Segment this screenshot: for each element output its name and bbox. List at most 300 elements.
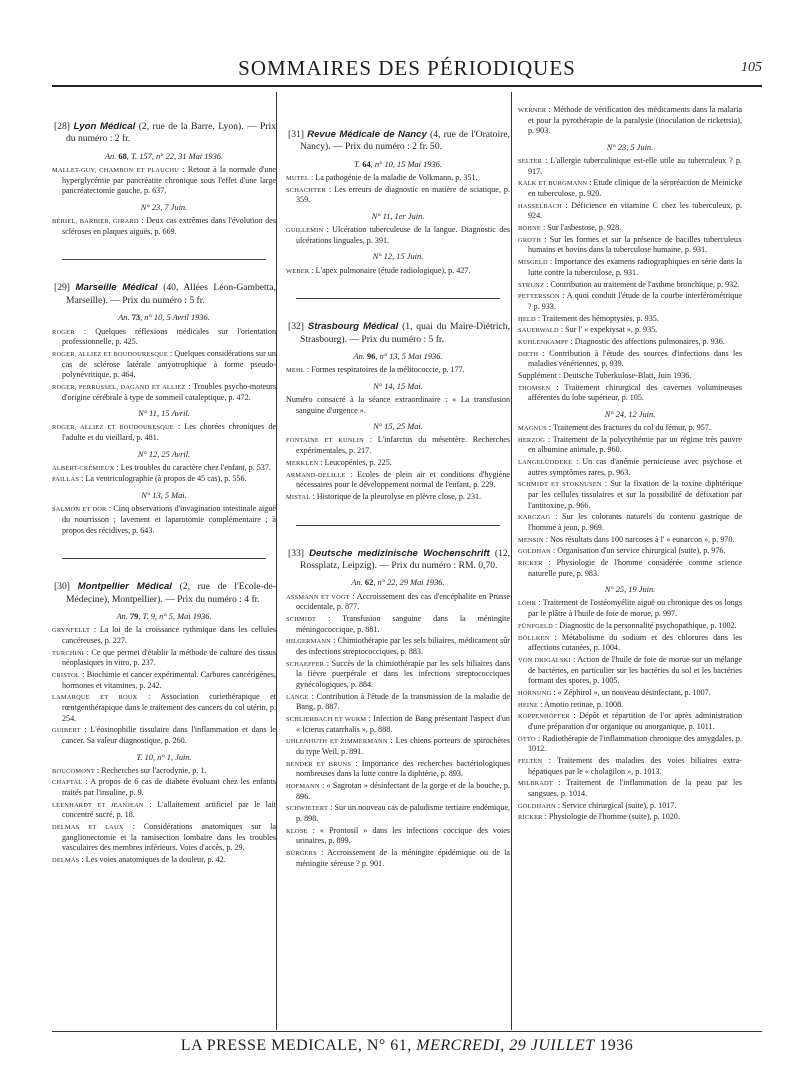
issue-label: N° 25, 19 Juin.: [604, 585, 656, 595]
article-title: : « Sagrotan » désinfectant de la gorge et de la bouche, p. 896.: [296, 780, 510, 801]
article-entry: [518, 621, 742, 632]
issue-heading: [52, 202, 276, 213]
issue-heading: [286, 421, 510, 432]
article-title: : Dépôt et répartition de l'or après administration d'une préparation d'or organique ou anorganique, p. 1011.: [528, 711, 742, 731]
article-authors: ALBERT-CRÉMIEUX: [52, 464, 115, 472]
journal-title: Revue Médicale de Nancy: [307, 129, 427, 140]
article-title: : Sur les formes et sur la présence de bacilles tuberculeux humains et bovins dans la tuberculose humaine, p. 931.: [528, 234, 742, 255]
article-entry: [518, 156, 742, 177]
article-authors: KLOSE: [286, 827, 308, 835]
article-title: : Les troubles du caractère chez l'enfant, p. 537.: [114, 462, 271, 472]
article-entry: [52, 382, 276, 403]
page-footer: [52, 1037, 762, 1055]
article-authors: DÖLLKEN: [518, 634, 550, 642]
article-authors: MERKLEN: [286, 459, 319, 467]
journal-info: (2, rue de l'Ecole-de-Médecine), Montpellier). — Prix du numéro : 4 fr.: [66, 581, 276, 605]
issue-label: T.: [354, 159, 361, 169]
issue-label: N° 23, 5 Juin.: [606, 143, 654, 153]
article-title: : « Prontosil » dans les infections coccique des voies urinaires, p. 899.: [296, 825, 510, 846]
article-entry: [518, 633, 742, 654]
article-title: : Etude clinique de la séroréaction de Meinicke en tuberculose, p. 920.: [528, 178, 742, 199]
issue-heading: [52, 408, 276, 419]
section-rule: [62, 558, 266, 559]
issue-heading: [518, 584, 742, 595]
article-authors: LANGELÜDDEKE: [518, 459, 573, 466]
issue-heading: [286, 159, 510, 170]
footer-date: 29 JUILLET: [509, 1037, 595, 1054]
article-title: Supplément : Deutsche Tuberkulose-Blatt, Juin 1936.: [518, 370, 692, 380]
article-title: : Physiologie de l'homme (suite), p. 1020.: [542, 812, 680, 822]
article-entry: [52, 463, 276, 474]
article-authors: BENDER ET BRUNS: [286, 760, 352, 768]
article-title: : Formes respiratoires de la mélitococcie, p. 177.: [304, 365, 465, 375]
article-title: : Diagnostic de la personnalité psychopathique, p. 1002.: [552, 620, 737, 630]
article-title: : Métabolisme du sodium et des chlorures dans les affections cutanées, p. 1004.: [528, 632, 742, 653]
article-authors: KUHLENKAMPF: [518, 338, 569, 346]
article-entry: [518, 325, 742, 336]
article-title: : Historique de la pleurolyse en plèvre close, p. 231.: [310, 491, 482, 501]
issue-year: 64: [362, 159, 371, 169]
issue-heading: [52, 151, 276, 162]
article-title: : Considérations anatomiques sur la ganglionectomie et la ramisection lombaire dans les troubles vasculaires des membres inférieurs. Voies d'accès, p. 29.: [62, 822, 276, 853]
page-title: SOMMAIRES DES PÉRIODIQUES: [238, 56, 576, 80]
article-authors: MUTEL: [286, 175, 310, 183]
article-authors: WERNER: [518, 107, 547, 114]
issue-label: An.: [116, 612, 128, 622]
article-title: : Traitement des fractures du col du fémur, p. 957.: [546, 422, 711, 432]
article-title: : Amotio retinae, p. 1008.: [538, 699, 624, 709]
article-title: : Les voies anatomiques de la douleur, p. 42.: [79, 855, 226, 865]
article-authors: GOLDHAHN: [518, 802, 556, 810]
article-title: : Accroissement des cas d'encéphalite en Prusse occidentale, p. 877.: [296, 591, 510, 612]
article-authors: KARCZAG: [518, 514, 551, 522]
article-authors: SCHWIETERT: [286, 805, 329, 813]
article-authors: FÜNFGELD: [518, 622, 553, 630]
issue-heading: [286, 351, 510, 362]
article-authors: BOHNE: [518, 225, 542, 233]
article-title: : Ulcération tuberculeuse de la langue. Diagnostic des ulcérations linguales, p. 391.: [296, 225, 510, 245]
article-title: : Retour à la normale d'une hyperglycémie par pancréatite chronique sous l'effet d'une large pancréatectomie gauche, p. 637.: [62, 165, 277, 196]
issue-heading: [52, 449, 276, 460]
article-entry: [286, 614, 510, 635]
issue-heading: [286, 577, 510, 588]
article-entry: [286, 458, 510, 469]
article-entry: [52, 855, 276, 866]
article-authors: HOFMANN: [286, 782, 320, 790]
article-entry: [518, 223, 742, 234]
article-authors: UHLENHUTH ET ZIMMERMANN: [286, 738, 388, 746]
article-entry: [518, 801, 742, 812]
issue-label: N° 23, 7 Juin.: [140, 203, 188, 213]
article-authors: SALMON ET DOR: [52, 506, 107, 514]
issue-label: An.: [351, 578, 363, 588]
journal-section: [286, 321, 510, 502]
article-title: : Cinq observations d'invagination intestinale aiguë du nourrisson ; lavement et laparotomie complémentaire ; à propos des récidives, p. 643.: [62, 504, 276, 535]
article-entry: [52, 648, 276, 669]
article-title: Numéro consacré à la séance extraordinaire : « La transfusion sanguine d'urgence ».: [286, 395, 510, 415]
section-rule: [296, 298, 500, 299]
article-title: : Chimiothérapie par les sels biliaires, médicament sûr des infections streptococciques, p. 883.: [296, 636, 510, 656]
journal-heading: [52, 121, 276, 146]
article-entry: [52, 822, 276, 854]
issue-label: An.: [118, 313, 130, 323]
article-authors: LEENHARDT ET JEANJEAN: [52, 801, 144, 809]
article-entry: [52, 349, 276, 381]
journal-heading: [286, 321, 510, 346]
journal-heading: [52, 282, 276, 307]
footer-journal: LA PRESSE MEDICALE, N° 61,: [180, 1037, 412, 1054]
article-title: : Leucopénies, p. 225.: [318, 457, 392, 467]
article-entry: [518, 291, 742, 312]
journal-info: (2, rue de la Barre, Lyon). — Prix du numéro : 2 fr.: [66, 121, 276, 145]
article-title: : Traitement de la polycythémie par un régime très pauvre en albumine animale, p. 960.: [528, 434, 742, 455]
article-authors: LÖHR: [518, 600, 537, 608]
article-authors: ARMAND-DELILLE: [286, 471, 346, 479]
article-title: : Deux cas extrêmes dans l'évolution des scléroses en plaques aiguës, p. 669.: [62, 216, 276, 236]
issue-label: An.: [353, 352, 365, 362]
journal-section: [286, 129, 510, 276]
article-title: : L'apex pulmonaire (étude radiologique), p. 427.: [309, 265, 471, 275]
article-authors: DIETH: [518, 350, 539, 358]
issue-heading: [286, 211, 510, 222]
article-entry: [518, 711, 742, 732]
issue-label: N° 13, 5 Mai.: [141, 491, 187, 501]
article-authors: MALLET-GUY, CHAMBON ET PLAUCHU: [52, 167, 180, 175]
article-entry: [518, 812, 742, 823]
journal-number: [31]: [288, 129, 304, 140]
article-title: : Sur les colorants naturels du contenu gastrique de l'homme à jeun, p. 969.: [528, 512, 742, 533]
article-title: : Un cas d'anémie pernicieuse avec psychose et autres symptômes rares, p. 963.: [528, 457, 742, 477]
article-title: : Déficience en vitamine C chez les tuberculeux, p. 924.: [528, 200, 742, 221]
article-title: : La ventriculographie (à propos de 45 cas), p. 556.: [79, 474, 247, 484]
article-entry: [52, 504, 276, 536]
journal-info: (12, Rossplatz, Leipzig). — Prix du numéro : RM. 0,70.: [300, 547, 511, 571]
article-entry: [518, 314, 742, 325]
article-title: : Ce que permet d'établir la méthode de culture des tissus néoplasiques in vitro, p. 237.: [62, 647, 276, 668]
article-title: : Succès de la chimiothérapie par les sels biliaires dans la fièvre puerpérale et dans les infections streptococciques gynécologiques, p. 884.: [296, 658, 510, 689]
article-title: : Importance des examens radiographiques en série dans la lutte contre la tuberculose, p. 931.: [528, 257, 742, 277]
article-title: : Contribution au traitement de l'asthme bronchique, p. 932.: [544, 279, 740, 289]
article-authors: MISTAL: [286, 493, 311, 501]
article-entry: [286, 636, 510, 657]
article-entry: [52, 327, 276, 348]
article-authors: ROGER: [52, 328, 75, 336]
journal-section: [52, 282, 276, 536]
article-title: : Biochimie et cancer expérimental. Carbures cancérigènes, hormones et vitamines, p. 242.: [62, 669, 276, 690]
article-authors: MILBRADT: [518, 780, 553, 788]
article-title: : Sur l'asbestose, p. 928.: [541, 223, 622, 233]
article-title: : Association curiethérapique et rœntgenthérapique dans le traitement des cancers du col utérin, p. 254.: [62, 692, 276, 723]
article-title: : L'éosinophilie tissulaire dans l'inflammation et dans le cancer. Sa valeur diagnostique, p. 260.: [62, 725, 276, 745]
article-title: : Quelques considérations sur un cas de sclérose latérale amyotrophique à forme pseudo-polynévritique, p. 464.: [62, 348, 276, 380]
article-authors: THOMSEN: [518, 384, 551, 392]
article-title: : La loi de la croissance rythmique dans les cellules cancéreuses, p. 227.: [62, 625, 276, 645]
footer-day: MERCREDI,: [416, 1037, 505, 1054]
issue-heading: [52, 611, 276, 622]
article-title: : Traitement des hémoptysies, p. 935.: [535, 313, 659, 323]
article-entry: [518, 655, 742, 687]
article-authors: BÜRGERS: [286, 850, 317, 857]
column-divider: [511, 92, 512, 1030]
article-entry: [286, 185, 510, 206]
issue-heading: [286, 251, 510, 262]
article-entry: [286, 826, 510, 847]
article-title: : Les erreurs de diagnostic en matière de sciatique, p. 359.: [296, 184, 510, 205]
article-authors: CHAPTAL: [52, 779, 83, 787]
journal-number: [32]: [288, 321, 304, 333]
article-title: : Quelques réflexions médicales sur l'orientation professionnelle, p. 425.: [62, 326, 276, 347]
issue-details: , n° 10, 5 Avril 1936.: [140, 313, 210, 323]
page-number: 105: [741, 60, 762, 75]
footer-rule: [52, 1031, 762, 1032]
article-entry: [518, 535, 742, 546]
article-entry: [518, 734, 742, 755]
article-title: : Traitement des maladies des voies biliaires extra-hépatiques par le « cholagilon », p. 1013.: [528, 755, 742, 776]
article-authors: FONTAINE ET KUNLIN: [286, 437, 364, 445]
article-entry: [518, 178, 742, 199]
article-title: : L'allergie tuberculinique est-elle utile au tuberculeux ? p. 917.: [528, 156, 742, 176]
journal-section: [52, 581, 276, 866]
article-entry: [52, 670, 276, 691]
article-authors: GUIBERT: [52, 727, 81, 735]
article-authors: SCHLIERBACH ET WURM: [286, 715, 367, 723]
article-entry: [286, 470, 510, 491]
article-entry: [286, 803, 510, 824]
article-authors: RICKER: [518, 814, 543, 822]
journal-info: (1, quai du Maire-Diétrich, Strasbourg). — Prix du numéro : 5 fr.: [300, 321, 510, 345]
issue-label: N° 11, 15 Avril.: [138, 409, 190, 419]
article-entry: [286, 592, 510, 613]
article-authors: ROGER, ALLIEZ ET BOUDOURESQUE: [52, 350, 168, 358]
article-authors: GUILLEMIN: [286, 227, 324, 235]
article-entry: [518, 546, 742, 557]
article-entry: [52, 422, 276, 443]
article-title: : A propos de 6 cas de diabète évoluant chez les enfants traités par l'insuline, p. 9.: [62, 777, 276, 798]
article-entry: [286, 736, 510, 757]
article-authors: DELMAS: [52, 857, 80, 865]
article-title: : A quoi conduit l'étude de la courbe interférométrique ? p. 933.: [528, 291, 742, 311]
article-title: : La pathogénie de la maladie de Volkmann, p. 351.: [309, 173, 478, 183]
article-entry: [286, 395, 510, 416]
article-entry: [52, 216, 276, 237]
journal-number: [33]: [288, 547, 304, 559]
article-entry: [518, 457, 742, 478]
article-authors: LAMARQUE ET ROUX: [52, 694, 138, 702]
article-entry: [518, 558, 742, 579]
article-authors: MISGELD: [518, 259, 548, 267]
article-entry: [286, 266, 510, 277]
article-authors: ROGER, PERRUSSEL, DAGAND ET ALLIEZ: [52, 383, 186, 391]
column-right: [518, 91, 742, 824]
article-entry: [286, 714, 510, 735]
section-rule: [296, 525, 500, 526]
article-title: : Les chorées chroniques de l'adulte et du vieillard, p. 481.: [62, 422, 277, 442]
article-authors: HERZOG: [518, 436, 546, 444]
article-entry: [286, 692, 510, 713]
article-title: : Sur un nouveau cas de paludisme tertiaire endémique, p. 898.: [296, 803, 510, 823]
issue-label: N° 14, 15 Mai.: [373, 381, 423, 391]
article-authors: BÉRIEL, BARBIER, GIRARD: [52, 218, 139, 226]
article-entry: [518, 235, 742, 256]
article-authors: GROTH: [518, 236, 542, 244]
journal-number: [29]: [54, 282, 70, 294]
article-entry: [518, 435, 742, 456]
article-entry: [518, 201, 742, 222]
article-entry: [286, 492, 510, 503]
article-title: : Organisation d'un service chirurgical (suite), p. 976.: [551, 546, 726, 556]
article-authors: ROGER, ALLIEZ ET BOUDOURESQUE: [52, 424, 174, 432]
article-authors: HORNUNG: [518, 689, 552, 697]
article-authors: VON DRIGALSKI: [518, 656, 571, 664]
article-authors: GOLDHAN: [518, 548, 551, 556]
article-authors: MAGNUS: [518, 424, 547, 432]
article-authors: KOPPENHÖFFER: [518, 713, 570, 721]
article-title: : Sur la fixation de la toxine diphtérique par les cellules tissulaires et sur la possibilité de défixation par l'antitoxine, p. 966.: [528, 479, 742, 510]
footer-year: 1936: [599, 1037, 634, 1054]
article-entry: [286, 365, 510, 376]
article-title: : Contribution à l'étude des sources d'infections dans les maladies vénériennes, p. 939.: [528, 348, 742, 369]
issue-year: 62: [364, 578, 374, 588]
journal-title: Marseille Médical: [75, 282, 158, 294]
article-title: : Contribution à l'étude de la transmission de la maladie de Bang, p. 887.: [296, 691, 510, 712]
article-title: : Accroissement de la méningite épidémique ou de la méningite séreuse ? p. 901.: [296, 848, 510, 868]
article-title: : Importance des recherches bactériologiques nombreuses dans la lutte contre la diphtérie, p. 893.: [296, 758, 510, 779]
journal-number: [30]: [54, 581, 70, 593]
journal-section: [52, 121, 276, 237]
article-entry: [518, 688, 742, 699]
article-entry: [518, 700, 742, 711]
article-entry: [52, 165, 276, 197]
issue-label: N° 11, 1er Juin.: [371, 212, 425, 222]
article-authors: LANGE: [286, 693, 309, 701]
issue-heading: [286, 381, 510, 392]
article-authors: PAILLAS: [52, 476, 80, 484]
article-title: : Recherches sur l'acrodynie, p. 1.: [95, 765, 207, 775]
article-entry: [518, 756, 742, 777]
article-authors: GRYNFELLT: [52, 627, 91, 635]
article-authors: TURCHINI: [52, 649, 85, 657]
article-entry: [286, 759, 510, 780]
article-entry: [52, 474, 276, 485]
journal-info: (4, rue de l'Oratoire, Nancy). — Prix du numéro : 2 fr. 50.: [300, 129, 510, 153]
issue-year: 68: [118, 151, 127, 161]
article-title: : Radiothérapie de l'inflammation chronique des amygdales, p. 1012.: [528, 733, 742, 754]
issue-details: , n° 22, 29 Mai 1936.: [373, 578, 445, 588]
issue-details: , n° 13, 5 Mai 1936.: [375, 352, 443, 362]
issue-label: T. 10, n° 1, Juin.: [136, 752, 192, 762]
article-entry: [52, 777, 276, 798]
article-authors: HELD: [518, 315, 536, 323]
article-authors: SCHACHTER: [286, 186, 326, 194]
article-authors: CRISTOL: [52, 671, 80, 679]
article-authors: HASSELBACH: [518, 202, 562, 210]
article-authors: HILGERMANN: [286, 638, 331, 646]
article-entry: [518, 105, 742, 137]
article-entry: [518, 598, 742, 619]
issue-heading: [518, 409, 742, 420]
article-title: : Les chiens porteurs de spirochètes du type Weil, p. 891.: [296, 736, 510, 756]
journal-title: Deutsche medizinische Wochenschrift: [309, 547, 490, 559]
article-authors: OTTO: [518, 735, 536, 743]
article-entry: [286, 173, 510, 184]
article-title: : Sur l' « expektysat », p. 935.: [558, 325, 658, 335]
issue-heading: [518, 142, 742, 153]
article-entry: [518, 349, 742, 370]
article-title: : Service chirurgical (suite), p. 1017.: [555, 800, 677, 810]
article-authors: SAUERWALD: [518, 327, 559, 335]
article-authors: FELTEN: [518, 757, 543, 765]
article-title: : Physiologie de l'homme considérée comme science naturelle pure, p. 983.: [528, 558, 742, 578]
article-entry: [52, 725, 276, 746]
article-authors: MEHL: [286, 367, 305, 375]
article-authors: SCHMIDT: [286, 615, 317, 623]
issue-year: 73: [131, 313, 141, 323]
article-authors: SCHAEFFER: [286, 660, 325, 668]
article-entry: [286, 225, 510, 246]
issue-details: , T. 9, n° 5, Mai 1936.: [138, 612, 212, 622]
article-authors: ASSMANN ET VOGT: [286, 593, 350, 601]
article-entry: [518, 337, 742, 348]
article-authors: MENSIN: [518, 536, 544, 544]
article-authors: STRUNZ: [518, 281, 545, 289]
issue-details: , n° 10, 15 Mai 1936.: [370, 159, 442, 169]
article-title: : Diagnostic des affections pulmonaires, p. 936.: [568, 336, 725, 346]
article-authors: HEINE: [518, 701, 539, 709]
article-title: : Ecoles de plein air et conditions d'hygiène nécessaires pour le développement normal de l'enfant, p. 229.: [296, 469, 510, 490]
journal-section: [518, 105, 742, 823]
issue-label: N° 12, 15 Juin.: [372, 252, 424, 262]
column-middle: [286, 91, 510, 870]
issue-label: N° 24, 12 Juin.: [604, 409, 656, 419]
journal-info: (40, Allées Léon-Gambetta, Marseille). — Prix du numéro : 5 fr.: [66, 282, 277, 306]
page-header: [52, 54, 762, 84]
article-entry: [52, 692, 276, 724]
article-entry: [52, 800, 276, 821]
article-entry: [286, 848, 510, 869]
issue-year: 96: [367, 352, 376, 362]
issue-year: 79: [129, 612, 139, 622]
article-entry: [52, 625, 276, 646]
column-left: [52, 91, 276, 867]
issue-label: N° 15, 25 Mai.: [373, 422, 423, 432]
article-entry: [518, 479, 742, 511]
article-title: : Troubles psycho-moteurs d'origine cérébrale à type de sommeil cataleptique, p. 472.: [62, 381, 276, 402]
article-authors: RICKER: [518, 560, 543, 568]
article-authors: DELMAS ET LAUX: [52, 824, 124, 832]
article-entry: [52, 766, 276, 777]
issue-label: N° 12, 25 Avril.: [137, 449, 191, 459]
issue-heading: [52, 312, 276, 323]
article-entry: [518, 423, 742, 434]
article-authors: BOUCOMONT: [52, 767, 95, 775]
journal-number: [28]: [54, 121, 70, 132]
article-authors: SCHMIDT ET STOKNUSEN: [518, 481, 602, 489]
article-title: : Traitement chirurgical des cavernes volumineuses afférentes du lobe supérieur, p. 105.: [528, 382, 742, 403]
journal-section: [286, 548, 510, 870]
article-authors: KALK ET BURGMANN: [518, 180, 588, 188]
section-rule: [62, 259, 266, 260]
article-entry: [518, 778, 742, 799]
journal-heading: [286, 129, 510, 154]
article-title: : L'allaitement artificiel par le lait concentré sucré, p. 18.: [62, 799, 276, 820]
article-authors: PETTERSSON: [518, 293, 560, 301]
article-entry: [518, 512, 742, 533]
issue-details: , T. 157, n° 22, 31 Mai 1936.: [126, 151, 224, 161]
article-title: : Traitement de l'inflammation de la peau par les sangsues, p. 1014.: [528, 778, 742, 798]
article-entry: [518, 383, 742, 404]
article-title: : Traitement de l'ostéomyélite aiguë ou chronique des os longs par le plâtre à l'huile de foie de morue, p. 997.: [528, 598, 742, 619]
article-entry: [518, 280, 742, 291]
